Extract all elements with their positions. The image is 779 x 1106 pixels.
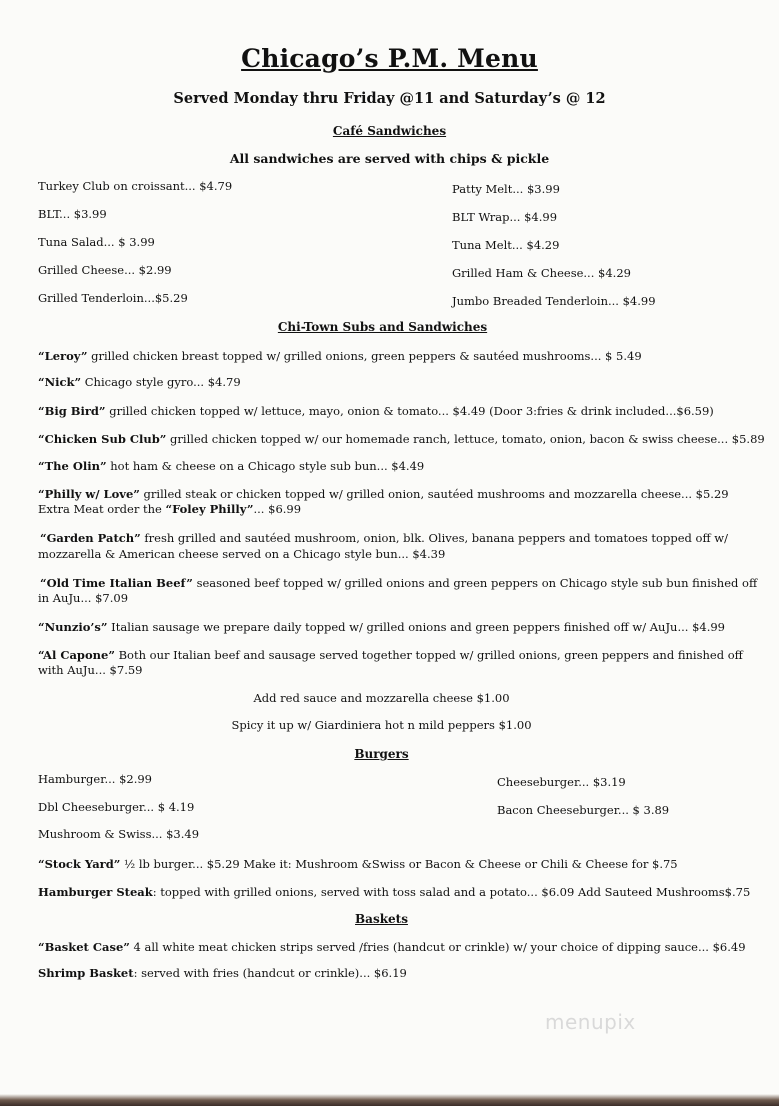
item-desc: hot ham & cheese on a Chicago style sub bun... $4.49 xyxy=(106,459,425,473)
item-name: “Big Bird” xyxy=(38,404,106,418)
menu-item: Mushroom & Swiss... $3.49 xyxy=(38,827,200,841)
item-desc: Italian sausage we prepare daily topped w/ grilled onions and green peppers finished off w/ AuJu... $4.99 xyxy=(107,620,726,634)
menu-item xyxy=(38,856,748,873)
menu-item: Tuna Melt... $4.29 xyxy=(452,238,560,252)
menu-item xyxy=(38,374,748,391)
menu-item-cont: in AuJu... $7.09 xyxy=(38,591,129,605)
item-name: “Al Capone” xyxy=(38,648,115,662)
section-heading-cafe: Café Sandwiches xyxy=(332,124,447,138)
item-desc: grilled chicken breast topped w/ grilled onions, green peppers & sautéed mushrooms... $ 5.49 xyxy=(87,349,642,363)
addon-line: Add red sauce and mozzarella cheese $1.00 xyxy=(253,691,510,705)
item-desc: : served with fries (handcut or crinkle)... $6.19 xyxy=(133,966,407,980)
menu-item xyxy=(38,619,748,636)
menu-item: Patty Melt... $3.99 xyxy=(452,182,560,196)
menu-item: BLT Wrap... $4.99 xyxy=(452,210,558,224)
item-desc: ... $6.99 xyxy=(253,502,302,516)
item-desc: grilled chicken topped w/ lettuce, mayo, onion & tomato... $4.49 (Door 3:fries & drink included...$6.59) xyxy=(105,404,714,418)
menu-item xyxy=(38,431,765,448)
menu-title: Chicago’s P.M. Menu xyxy=(241,44,538,73)
item-name: Shrimp Basket xyxy=(38,966,134,980)
menu-item: Grilled Cheese... $2.99 xyxy=(38,263,172,277)
item-desc: ½ lb burger... $5.29 Make it: Mushroom &Swiss or Bacon & Cheese or Chili & Cheese for $.75 xyxy=(120,857,678,871)
item-name: “Basket Case” xyxy=(38,940,130,954)
item-desc: grilled steak or chicken topped w/ grilled onion, sautéed mushrooms and mozzarella cheese... $5.29 xyxy=(139,487,729,501)
menu-item-cont xyxy=(38,501,748,518)
menu-hours: Served Monday thru Friday @11 and Saturday’s @ 12 xyxy=(173,90,606,107)
menu-item: Dbl Cheeseburger... $ 4.19 xyxy=(38,800,195,814)
section-heading-burgers: Burgers xyxy=(354,747,409,761)
item-desc: Both our Italian beef and sausage served together topped w/ grilled onions, green peppers and finished off xyxy=(114,648,743,662)
menu-item: Grilled Tenderloin...$5.29 xyxy=(38,291,188,305)
item-name: Hamburger Steak xyxy=(38,885,153,899)
item-desc: seasoned beef topped w/ grilled onions and green peppers on Chicago style sub bun finished off xyxy=(192,576,758,590)
menu-item-cont: mozzarella & American cheese served on a Chicago style bun... $4.39 xyxy=(38,547,446,561)
item-name: “Leroy” xyxy=(38,349,88,363)
item-desc: Extra Meat order the xyxy=(38,502,166,516)
menu-item xyxy=(38,403,748,420)
item-name: “Old Time Italian Beef” xyxy=(40,576,193,590)
menu-item xyxy=(38,965,748,982)
menu-item xyxy=(38,458,748,475)
item-name: “Nunzio’s” xyxy=(38,620,108,634)
item-name: “Nick” xyxy=(38,375,82,389)
menu-item: Cheeseburger... $3.19 xyxy=(497,775,626,789)
section-heading-chitown: Chi-Town Subs and Sandwiches xyxy=(277,320,488,334)
menu-item-cont: with AuJu... $7.59 xyxy=(38,663,143,677)
item-name: “Foley Philly” xyxy=(165,502,254,516)
menu-item: BLT... $3.99 xyxy=(38,207,107,221)
item-name: “Stock Yard” xyxy=(38,857,121,871)
section-heading-baskets: Baskets xyxy=(355,912,408,926)
item-name: “Philly w/ Love” xyxy=(38,487,140,501)
addon-line: Spicy it up w/ Giardiniera hot n mild peppers $1.00 xyxy=(231,718,532,732)
watermark-logo: menupix xyxy=(545,1010,636,1034)
item-desc: Chicago style gyro... $4.79 xyxy=(81,375,241,389)
menu-item xyxy=(38,884,751,901)
item-desc: 4 all white meat chicken strips served /fries (handcut or crinkle) w/ your choice of dipping sauce... $6.49 xyxy=(129,940,746,954)
menu-item xyxy=(38,939,748,956)
item-name: “Garden Patch” xyxy=(40,531,141,545)
cafe-note: All sandwiches are served with chips & pickle xyxy=(229,151,550,166)
menu-item: Grilled Ham & Cheese... $4.29 xyxy=(452,266,631,280)
menu-item: Jumbo Breaded Tenderloin... $4.99 xyxy=(452,294,656,308)
menu-item: Bacon Cheeseburger... $ 3.89 xyxy=(497,803,670,817)
item-name: “Chicken Sub Club” xyxy=(38,432,167,446)
menu-item: Tuna Salad... $ 3.99 xyxy=(38,235,155,249)
item-name: “The Olin” xyxy=(38,459,107,473)
menu-item: Hamburger... $2.99 xyxy=(38,772,153,786)
menu-item xyxy=(40,530,750,547)
item-desc: grilled chicken topped w/ our homemade ranch, lettuce, tomato, onion, bacon & swiss cheese... $5.89 xyxy=(166,432,765,446)
menu-item xyxy=(38,348,748,365)
item-desc: : topped with grilled onions, served with toss salad and a potato... $6.09 Add Sauteed Mushrooms$.75 xyxy=(152,885,751,899)
menu-item: Turkey Club on croissant... $4.79 xyxy=(38,179,233,193)
item-desc: fresh grilled and sautéed mushroom, onion, blk. Olives, banana peppers and tomatoes topped off w/ xyxy=(140,531,728,545)
page-edge-shadow xyxy=(0,1094,779,1106)
